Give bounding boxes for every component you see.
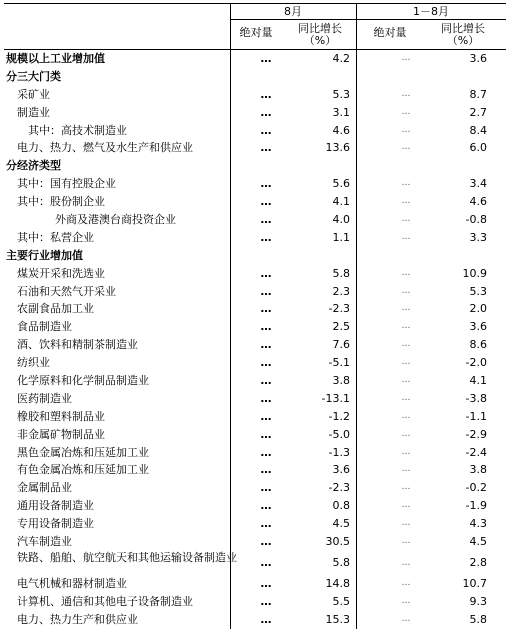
table-row: [4, 461, 506, 479]
yoy-value: -2.3: [328, 302, 350, 316]
table-row: [4, 122, 506, 140]
row-label: 酒、饮料和精制茶制造业: [17, 338, 138, 352]
table-row: [4, 611, 506, 629]
abs-ytd-value: …: [401, 595, 411, 606]
yoy-value: 5.8: [332, 266, 350, 280]
abs-ytd-value: …: [401, 536, 411, 547]
abs-value: …: [260, 391, 272, 405]
abs-ytd-value: …: [401, 613, 411, 624]
yoy-ytd-value: 3.6: [469, 320, 487, 334]
table-row: [4, 175, 506, 193]
abs-ytd-value: …: [401, 196, 411, 207]
yoy-unit-ytd: （%）: [446, 34, 480, 47]
table-row: [4, 157, 506, 175]
row-label: 汽车制造业: [17, 535, 72, 549]
abs-value: …: [260, 356, 272, 370]
abs-ytd-value: …: [401, 214, 411, 225]
abs-ytd-value: …: [401, 464, 411, 475]
table-row: [4, 318, 506, 336]
row-label: 其中：私营企业: [17, 230, 94, 244]
abs-value: …: [260, 105, 272, 119]
abs-ytd-value: …: [401, 53, 411, 63]
abs-ytd-value: …: [401, 375, 411, 386]
abs-value: …: [260, 535, 272, 549]
abs-ytd-value: …: [401, 482, 411, 493]
row-label: 有色金属冶炼和压延加工业: [17, 463, 149, 477]
yoy-ytd-value: 2.7: [469, 105, 487, 119]
yoy-value: 3.8: [332, 374, 350, 388]
yoy-ytd-value: 9.3: [469, 594, 487, 608]
abs-header-aug: 绝对量: [239, 26, 273, 39]
abs-value: …: [260, 230, 272, 244]
yoy-value: 5.5: [332, 594, 350, 608]
table-row: [4, 104, 506, 122]
abs-ytd-value: …: [401, 88, 411, 99]
yoy-value: 1.1: [332, 230, 350, 244]
yoy-ytd-value: 4.1: [469, 374, 487, 388]
yoy-value: 3.6: [332, 463, 350, 477]
industrial-value-added-table: [4, 3, 506, 629]
row-label: 化学原料和化学制品制造业: [17, 374, 149, 388]
abs-ytd-value: …: [401, 577, 411, 588]
abs-value: …: [260, 213, 272, 227]
period-jan-aug-header: 1－8月: [413, 5, 449, 18]
yoy-ytd-value: 3.6: [469, 52, 487, 65]
row-label: 金属制品业: [17, 481, 72, 495]
table-row: [4, 300, 506, 318]
abs-ytd-value: …: [401, 106, 411, 117]
yoy-ytd-value: 5.3: [469, 284, 487, 298]
row-label: 煤炭开采和洗选业: [17, 266, 105, 280]
row-label: 铁路、船舶、航空航天和其他运输设备制造业: [17, 550, 237, 564]
yoy-value: 4.2: [332, 52, 350, 65]
yoy-ytd-value: 2.0: [469, 302, 487, 316]
section-heading: 分经济类型: [6, 159, 61, 173]
abs-ytd-value: …: [401, 142, 411, 153]
abs-header-ytd: 绝对量: [373, 26, 407, 39]
yoy-ytd-value: -2.0: [465, 356, 487, 370]
abs-ytd-value: …: [401, 124, 411, 135]
row-label: 石油和天然气开采业: [17, 284, 116, 298]
abs-ytd-value: …: [401, 410, 411, 421]
table-row: [4, 372, 506, 390]
yoy-ytd-value: 3.8: [469, 463, 487, 477]
yoy-ytd-value: -0.2: [465, 481, 487, 495]
table-row: [4, 593, 506, 611]
abs-value: …: [260, 481, 272, 495]
abs-ytd-value: …: [401, 321, 411, 332]
abs-value: …: [260, 266, 272, 280]
row-label: 制造业: [17, 105, 50, 119]
yoy-value: 2.3: [332, 284, 350, 298]
abs-value: …: [260, 52, 272, 65]
yoy-ytd-value: -1.9: [465, 499, 487, 513]
row-label: 采矿业: [17, 87, 50, 101]
table-row: [4, 408, 506, 426]
yoy-ytd-value: 4.5: [469, 535, 487, 549]
yoy-ytd-value: -2.9: [465, 427, 487, 441]
yoy-value: -5.0: [328, 427, 350, 441]
yoy-value: 4.6: [332, 123, 350, 137]
abs-ytd-value: …: [401, 267, 411, 278]
yoy-ytd-value: 8.7: [469, 87, 487, 101]
yoy-ytd-value: 4.3: [469, 517, 487, 531]
abs-value: …: [260, 141, 272, 155]
row-label: 农副食品加工业: [17, 302, 94, 316]
yoy-ytd-value: -3.8: [465, 391, 487, 405]
abs-ytd-value: …: [401, 178, 411, 189]
abs-value: …: [260, 284, 272, 298]
table-row: [4, 50, 506, 68]
table-row: [4, 265, 506, 283]
table-row: [4, 229, 506, 247]
row-label: 通用设备制造业: [17, 499, 94, 513]
yoy-value: -13.1: [321, 391, 350, 405]
yoy-ytd-value: 8.4: [469, 123, 487, 137]
yoy-ytd-value: 4.6: [469, 195, 487, 209]
abs-value: …: [260, 320, 272, 334]
yoy-value: 4.1: [332, 195, 350, 209]
yoy-header-ytd: 同比增长: [441, 22, 485, 35]
table-row: [4, 390, 506, 408]
yoy-ytd-value: -1.1: [465, 409, 487, 423]
abs-ytd-value: …: [401, 392, 411, 403]
abs-ytd-value: …: [401, 500, 411, 511]
abs-value: …: [260, 409, 272, 423]
row-label: 规模以上工业增加值: [6, 52, 105, 65]
yoy-value: 5.3: [332, 87, 350, 101]
row-label: 其中：股份制企业: [17, 195, 105, 209]
table-row: [4, 479, 506, 497]
yoy-ytd-value: 5.8: [469, 612, 487, 626]
abs-value: …: [260, 177, 272, 191]
abs-value: …: [260, 302, 272, 316]
row-label: 黑色金属冶炼和压延加工业: [17, 445, 149, 459]
table-row: [4, 336, 506, 354]
yoy-value: 4.0: [332, 213, 350, 227]
yoy-value: 0.8: [332, 499, 350, 513]
row-label: 电力、热力、燃气及水生产和供应业: [17, 141, 193, 155]
abs-ytd-value: …: [401, 518, 411, 529]
period-aug-header: 8月: [284, 5, 302, 18]
abs-value: …: [260, 123, 272, 137]
yoy-value: 13.6: [325, 141, 350, 155]
row-label: 医药制造业: [17, 391, 72, 405]
abs-ytd-value: …: [401, 357, 411, 368]
table-row: [4, 193, 506, 211]
table-row: [4, 515, 506, 533]
table-row: [4, 68, 506, 86]
yoy-value: 4.5: [332, 517, 350, 531]
yoy-value: 3.1: [332, 105, 350, 119]
abs-value: …: [260, 576, 272, 590]
table-row: [4, 533, 506, 551]
header-divider: [230, 19, 506, 20]
yoy-value: -5.1: [328, 356, 350, 370]
yoy-value: 2.5: [332, 320, 350, 334]
row-label: 非金属矿物制品业: [17, 427, 105, 441]
table-row: [4, 575, 506, 593]
abs-value: …: [260, 445, 272, 459]
table-row: [4, 283, 506, 301]
row-label: 计算机、通信和其他电子设备制造业: [17, 594, 193, 608]
abs-value: …: [260, 555, 272, 569]
yoy-ytd-value: 10.9: [462, 266, 487, 280]
table-row: [4, 426, 506, 444]
yoy-ytd-value: 3.4: [469, 177, 487, 191]
yoy-value: -1.2: [328, 409, 350, 423]
table-body: [4, 50, 506, 629]
table-row: [4, 354, 506, 372]
table-header: [4, 3, 506, 50]
yoy-value: 14.8: [325, 576, 350, 590]
section-heading: 主要行业增加值: [6, 248, 83, 262]
table-row: [4, 444, 506, 462]
yoy-header-aug: 同比增长: [298, 22, 342, 35]
abs-value: …: [260, 338, 272, 352]
yoy-ytd-value: 6.0: [469, 141, 487, 155]
table-row: [4, 497, 506, 515]
table-row: [4, 211, 506, 229]
yoy-value: -2.3: [328, 481, 350, 495]
abs-ytd-value: …: [401, 285, 411, 296]
abs-value: …: [260, 517, 272, 531]
abs-ytd-value: …: [401, 231, 411, 242]
abs-value: …: [260, 374, 272, 388]
table-row: [4, 551, 506, 575]
yoy-ytd-value: -0.8: [465, 213, 487, 227]
yoy-value: 15.3: [325, 612, 350, 626]
table-row: [4, 139, 506, 157]
abs-ytd-value: …: [401, 446, 411, 457]
yoy-value: -1.3: [328, 445, 350, 459]
row-label: 纺织业: [17, 356, 50, 370]
yoy-ytd-value: -2.4: [465, 445, 487, 459]
abs-ytd-value: …: [401, 339, 411, 350]
yoy-value: 5.8: [332, 555, 350, 569]
yoy-ytd-value: 8.6: [469, 338, 487, 352]
abs-ytd-value: …: [401, 428, 411, 439]
abs-value: …: [260, 499, 272, 513]
yoy-value: 30.5: [325, 535, 350, 549]
yoy-ytd-value: 3.3: [469, 230, 487, 244]
abs-value: …: [260, 612, 272, 626]
row-label: 橡胶和塑料制品业: [17, 409, 105, 423]
table-row: [4, 86, 506, 104]
section-heading: 分三大门类: [6, 69, 61, 83]
abs-value: …: [260, 463, 272, 477]
row-label: 外商及港澳台商投资企业: [55, 213, 176, 227]
abs-ytd-value: …: [401, 557, 411, 568]
row-label: 专用设备制造业: [17, 517, 94, 531]
abs-ytd-value: …: [401, 303, 411, 314]
yoy-value: 7.6: [332, 338, 350, 352]
row-label: 食品制造业: [17, 320, 72, 334]
yoy-ytd-value: 2.8: [469, 555, 487, 569]
yoy-ytd-value: 10.7: [462, 576, 487, 590]
row-label: 其中：高技术制造业: [28, 123, 127, 137]
table-row: [4, 247, 506, 265]
abs-value: …: [260, 594, 272, 608]
row-label: 电力、热力生产和供应业: [17, 612, 138, 626]
abs-value: …: [260, 195, 272, 209]
abs-value: …: [260, 87, 272, 101]
yoy-value: 5.6: [332, 177, 350, 191]
yoy-unit-aug: （%）: [303, 34, 337, 47]
row-label: 电气机械和器材制造业: [17, 576, 127, 590]
row-label: 其中：国有控股企业: [17, 177, 116, 191]
abs-value: …: [260, 427, 272, 441]
